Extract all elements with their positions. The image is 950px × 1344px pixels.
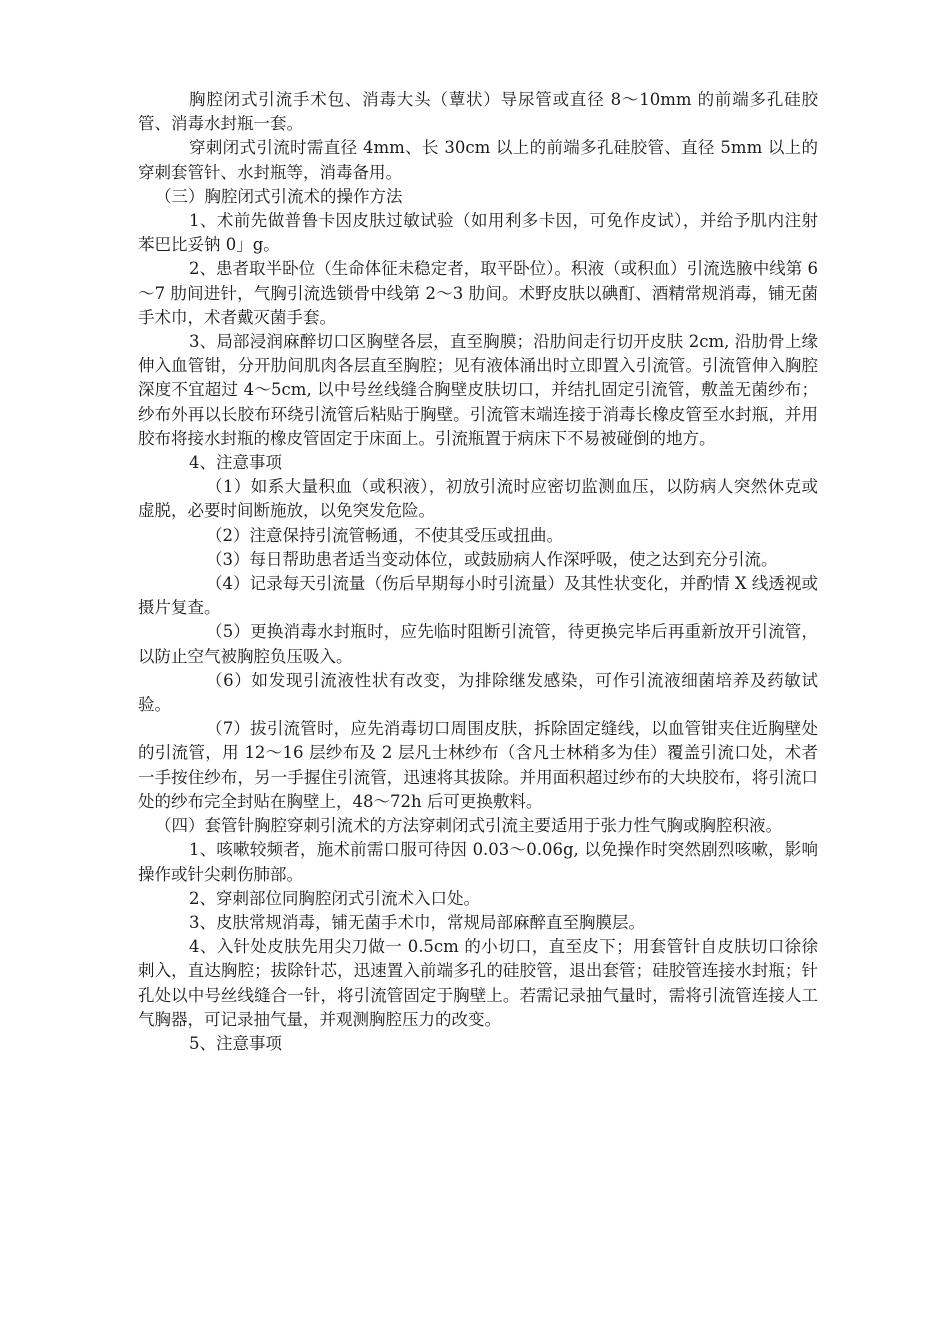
paragraph: （3）每日帮助患者适当变动体位，或鼓励病人作深呼吸，使之达到充分引流。 <box>206 549 778 569</box>
paragraph: 5、注意事项 <box>189 1033 282 1053</box>
paragraph: 1、术前先做普鲁卡因皮肤过敏试验（如用利多卡因，可免作皮试），并给予肌内注射苯巴比妥钠 0」g。 <box>138 211 818 255</box>
paragraph: （5）更换消毒水封瓶时，应先临时阻断引流管，待更换完毕后再重新放开引流管，以防止空气被胸腔负压吸入。 <box>138 622 818 666</box>
paragraph: 胸腔闭式引流手术包、消毒大头（蕈状）导尿管或直径 8～10mm 的前端多孔硅胶管、消毒水封瓶一套。 <box>138 90 818 134</box>
paragraph: （6）如发现引流液性状有改变，为排除继发感染，可作引流液细菌培养及药敏试验。 <box>138 670 818 715</box>
paragraph: 3、皮肤常规消毒，铺无菌手术巾，常规局部麻醉直至胸膜层。 <box>189 912 645 932</box>
paragraph: 2、患者取半卧位（生命体征未稳定者，取平卧位）。积液（或积血）引流选腋中线第 6～7 肋间进针，气胸引流选锁骨中线第 2～3 肋间。术野皮肤以碘酊、酒精常规消毒，铺无菌手术巾，术者戴灭菌手套。 <box>138 259 818 327</box>
paragraph: （7）拔引流管时，应先消毒切口周围皮肤，拆除固定缝线，以血管钳夹住近胸壁处的引流管，用 12～16 层纱布及 2 层凡士林纱布（含凡士林稍多为佳）覆盖引流口处，术者一手按住纱布，另一手握住引流管，迅速将其拔除。并用面积超过纱布的大块胶布，将引流口处的纱布完全封贴在胸壁上，48～72h 后可更换敷料。 <box>138 719 818 811</box>
paragraph: 3、局部浸润麻醉切口区胸壁各层，直至胸膜；沿肋间走行切开皮肤 2cm, 沿肋骨上缘伸入血管钳，分开肋间肌肉各层直至胸腔；见有液体涌出时立即置入引流管。引流管伸入胸腔深度不宜超过 4～5cm, 以中号丝线缝合胸壁皮肤切口，并结扎固定引流管，敷盖无菌纱布；纱布外再以长胶布环绕引流管后粘贴于胸壁。引流管末端连接于消毒长橡皮管至水封瓶，并用胶布将接水封瓶的橡皮管固定于床面上。引流瓶置于病床下不易被碰倒的地方。 <box>138 332 818 448</box>
paragraph: 2、穿刺部位同胸腔闭式引流术入口处。 <box>189 888 480 908</box>
paragraph: 穿刺闭式引流时需直径 4mm、长 30cm 以上的前端多孔硅胶管、直径 5mm 以上的穿刺套管针、水封瓶等，消毒备用。 <box>138 138 818 182</box>
paragraph: （2）注意保持引流管畅通，不使其受压或扭曲。 <box>206 525 563 545</box>
document-body <box>138 88 818 1056</box>
paragraph: 4、注意事项 <box>189 453 282 473</box>
paragraph: （1）如系大量积血（或积液），初放引流时应密切监测血压，以防病人突然休克或虚脱，必要时间断施放，以免突发危险。 <box>138 477 818 521</box>
paragraph: （4）记录每天引流量（伤后早期每小时引流量）及其性状变化，并酌情 X 线透视或摄片复查。 <box>138 574 818 618</box>
paragraph: （四）套管针胸腔穿刺引流术的方法穿刺闭式引流主要适用于张力性气胸或胸腔积液。 <box>155 816 782 836</box>
paragraph: 1、咳嗽较频者，施术前需口服可待因 0.03～0.06g, 以免操作时突然剧烈咳嗽，影响操作或针尖刺伤肺部。 <box>138 840 818 884</box>
paragraph: （三）胸腔闭式引流术的操作方法 <box>155 186 403 206</box>
paragraph: 4、入针处皮肤先用尖刀做一 0.5cm 的小切口，直至皮下；用套管针自皮肤切口徐徐刺入，直达胸腔；拔除针芯，迅速置入前端多孔的硅胶管，退出套管；硅胶管连接水封瓶；针孔处以中号丝线缝合一针，将引流管固定于胸壁上。若需记录抽气量时，需将引流管连接人工气胸器，可记录抽气量，并观测胸腔压力的改变。 <box>138 937 818 1029</box>
